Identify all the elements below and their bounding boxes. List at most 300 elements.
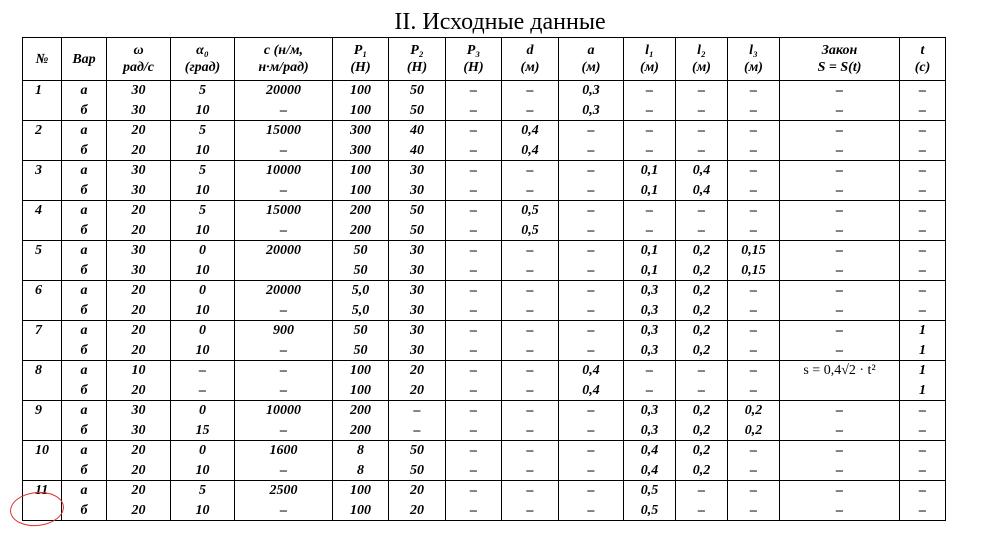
table-cell: – bbox=[676, 381, 728, 401]
table-cell: 5 bbox=[171, 81, 235, 101]
column-header bbox=[62, 38, 107, 81]
table-cell: – bbox=[502, 481, 559, 501]
table-cell: – bbox=[446, 341, 502, 361]
table-cell: 50 bbox=[389, 201, 446, 221]
table-cell: – bbox=[235, 361, 333, 381]
table-cell: 30 bbox=[107, 261, 171, 281]
column-header bbox=[235, 38, 333, 81]
table-cell: 1 bbox=[900, 381, 946, 401]
column-header-label: d bbox=[526, 43, 534, 58]
variant-cell: б bbox=[62, 221, 107, 241]
table-cell: – bbox=[676, 501, 728, 521]
table-cell: 0,2 bbox=[728, 421, 780, 441]
variant-cell: б bbox=[62, 101, 107, 121]
table-cell: – bbox=[446, 301, 502, 321]
table-cell: – bbox=[502, 381, 559, 401]
table-cell: – bbox=[780, 221, 900, 241]
table-cell: – bbox=[502, 501, 559, 521]
row-number-cell bbox=[23, 341, 62, 361]
row-number-cell bbox=[23, 421, 62, 441]
table-cell: – bbox=[446, 281, 502, 301]
table-cell: 0 bbox=[171, 321, 235, 341]
table-cell: 5,0 bbox=[333, 301, 389, 321]
table-cell: 1600 bbox=[235, 441, 333, 461]
table-cell: 0,3 bbox=[624, 341, 676, 361]
column-header-label: ω bbox=[133, 43, 144, 58]
table-cell: – bbox=[446, 361, 502, 381]
table-cell: – bbox=[728, 281, 780, 301]
table-cell: 40 bbox=[389, 141, 446, 161]
table-row bbox=[23, 161, 946, 181]
row-number-cell bbox=[23, 141, 62, 161]
table-cell: – bbox=[235, 221, 333, 241]
table-cell: 0,4 bbox=[676, 181, 728, 201]
table-cell: 30 bbox=[389, 301, 446, 321]
table-cell: 10 bbox=[171, 461, 235, 481]
table-cell: 20 bbox=[107, 481, 171, 501]
table-cell: 50 bbox=[333, 261, 389, 281]
table-cell: – bbox=[780, 121, 900, 141]
table-row bbox=[23, 221, 946, 241]
table-cell: – bbox=[676, 101, 728, 121]
row-number-cell: 9 bbox=[23, 401, 62, 421]
table-cell: – bbox=[780, 181, 900, 201]
column-header-label: Вар bbox=[72, 51, 96, 67]
table-row bbox=[23, 301, 946, 321]
table-cell: – bbox=[780, 281, 900, 301]
table-cell: – bbox=[446, 121, 502, 141]
table-cell: 100 bbox=[333, 481, 389, 501]
table-cell: – bbox=[728, 201, 780, 221]
table-cell: 50 bbox=[389, 441, 446, 461]
table-cell: 10 bbox=[171, 221, 235, 241]
table-cell: – bbox=[728, 121, 780, 141]
column-header-label: a bbox=[587, 43, 595, 58]
table-cell: – bbox=[446, 201, 502, 221]
variant-cell: б bbox=[62, 381, 107, 401]
table-row bbox=[23, 421, 946, 441]
variant-cell: а bbox=[62, 281, 107, 301]
table-cell: 20 bbox=[107, 281, 171, 301]
table-cell: – bbox=[900, 501, 946, 521]
table-cell: – bbox=[900, 421, 946, 441]
table-cell: 0,2 bbox=[676, 241, 728, 261]
table-cell: – bbox=[900, 261, 946, 281]
table-cell: 8 bbox=[333, 441, 389, 461]
table-cell: 20 bbox=[107, 321, 171, 341]
table-cell: 0,3 bbox=[624, 421, 676, 441]
variant-cell: а bbox=[62, 81, 107, 101]
table-cell: 200 bbox=[333, 401, 389, 421]
row-number-cell: 5 bbox=[23, 241, 62, 261]
table-cell: – bbox=[235, 301, 333, 321]
variant-cell: а bbox=[62, 481, 107, 501]
column-header-unit: S = S(t) bbox=[817, 60, 862, 75]
table-cell: – bbox=[900, 281, 946, 301]
table-cell: 0,3 bbox=[624, 321, 676, 341]
table-cell: 100 bbox=[333, 81, 389, 101]
variant-cell: б bbox=[62, 461, 107, 481]
table-cell: – bbox=[235, 141, 333, 161]
table-cell: – bbox=[780, 441, 900, 461]
table-cell: – bbox=[728, 501, 780, 521]
table-cell: – bbox=[171, 361, 235, 381]
table-cell: – bbox=[624, 121, 676, 141]
variant-cell: б bbox=[62, 501, 107, 521]
table-cell: 0,5 bbox=[624, 501, 676, 521]
table-cell: 100 bbox=[333, 161, 389, 181]
table-cell: 5 bbox=[171, 121, 235, 141]
table-cell: – bbox=[502, 81, 559, 101]
table-cell: 0,4 bbox=[624, 461, 676, 481]
table-cell: 5 bbox=[171, 161, 235, 181]
table-row bbox=[23, 481, 946, 501]
table-cell: 20 bbox=[107, 461, 171, 481]
table-cell: – bbox=[900, 401, 946, 421]
table-row bbox=[23, 281, 946, 301]
table-cell: 40 bbox=[389, 121, 446, 141]
row-number-cell: 11 bbox=[23, 481, 62, 501]
row-number-cell: 4 bbox=[23, 201, 62, 221]
table-cell: 8 bbox=[333, 461, 389, 481]
table-cell: 50 bbox=[333, 241, 389, 261]
column-header-unit: (м) bbox=[581, 60, 601, 75]
table-row bbox=[23, 81, 946, 101]
table-cell: 50 bbox=[389, 221, 446, 241]
variant-cell: б bbox=[62, 141, 107, 161]
table-cell: 15000 bbox=[235, 121, 333, 141]
column-header-unit: (м) bbox=[640, 60, 659, 75]
table-cell: 0,3 bbox=[559, 101, 624, 121]
table-cell: – bbox=[559, 321, 624, 341]
table-cell: – bbox=[502, 321, 559, 341]
table-cell: – bbox=[502, 461, 559, 481]
table-cell: 30 bbox=[389, 161, 446, 181]
table-row bbox=[23, 201, 946, 221]
table-cell: – bbox=[780, 301, 900, 321]
table-cell: 50 bbox=[389, 81, 446, 101]
column-header bbox=[389, 38, 446, 81]
table-cell: 0,4 bbox=[624, 441, 676, 461]
table-cell: – bbox=[446, 461, 502, 481]
table-cell: 0,5 bbox=[624, 481, 676, 501]
column-header bbox=[446, 38, 502, 81]
column-header bbox=[107, 38, 171, 81]
table-cell: 5,0 bbox=[333, 281, 389, 301]
table-cell: 100 bbox=[333, 361, 389, 381]
row-number-cell bbox=[23, 301, 62, 321]
table-cell: 0,4 bbox=[502, 121, 559, 141]
table-cell: 10 bbox=[171, 501, 235, 521]
table-cell: 20 bbox=[107, 221, 171, 241]
table-cell: – bbox=[446, 381, 502, 401]
table-cell: – bbox=[780, 141, 900, 161]
table-cell: 15000 bbox=[235, 201, 333, 221]
column-header bbox=[171, 38, 235, 81]
table-cell: 0,2 bbox=[676, 281, 728, 301]
table-cell: – bbox=[676, 361, 728, 381]
table-cell: – bbox=[559, 221, 624, 241]
table-cell: 100 bbox=[333, 181, 389, 201]
table-cell: – bbox=[446, 141, 502, 161]
column-header-label: P₃ bbox=[466, 43, 481, 58]
table-cell: 0,1 bbox=[624, 241, 676, 261]
table-cell: 0,4 bbox=[559, 381, 624, 401]
table-cell: – bbox=[559, 201, 624, 221]
table-cell: – bbox=[559, 241, 624, 261]
table-cell: 20 bbox=[107, 341, 171, 361]
table-cell: – bbox=[728, 101, 780, 121]
table-cell: 0,4 bbox=[502, 141, 559, 161]
row-number-cell bbox=[23, 101, 62, 121]
table-cell: – bbox=[446, 401, 502, 421]
table-cell: – bbox=[559, 301, 624, 321]
row-number-cell bbox=[23, 181, 62, 201]
table-cell: – bbox=[728, 321, 780, 341]
table-cell: 30 bbox=[107, 421, 171, 441]
column-header-unit: (м) bbox=[692, 60, 711, 75]
table-cell: 10 bbox=[171, 261, 235, 281]
table-cell: – bbox=[624, 361, 676, 381]
variant-cell: б bbox=[62, 301, 107, 321]
table-cell: 30 bbox=[389, 281, 446, 301]
table-cell: 0,3 bbox=[559, 81, 624, 101]
row-number-cell: 7 bbox=[23, 321, 62, 341]
table-cell: – bbox=[676, 221, 728, 241]
table-row bbox=[23, 341, 946, 361]
table-cell: – bbox=[235, 341, 333, 361]
table-cell: – bbox=[559, 181, 624, 201]
table-cell: – bbox=[559, 121, 624, 141]
table-cell: – bbox=[780, 341, 900, 361]
row-number-cell: 1 bbox=[23, 81, 62, 101]
variant-cell: а bbox=[62, 241, 107, 261]
table-cell: 0 bbox=[171, 401, 235, 421]
table-row bbox=[23, 441, 946, 461]
column-header-unit: рад/с bbox=[122, 60, 155, 75]
table-cell: 300 bbox=[333, 121, 389, 141]
column-header bbox=[728, 38, 780, 81]
table-cell: – bbox=[676, 81, 728, 101]
table-cell: 20 bbox=[389, 381, 446, 401]
column-header-unit: (Н) bbox=[406, 60, 428, 75]
table-cell: 0,2 bbox=[676, 441, 728, 461]
table-cell: – bbox=[900, 121, 946, 141]
table-cell: 20 bbox=[389, 481, 446, 501]
table-cell: – bbox=[676, 201, 728, 221]
table-cell: – bbox=[728, 141, 780, 161]
column-header-label: l₃ bbox=[749, 43, 758, 58]
variant-cell: а bbox=[62, 401, 107, 421]
table-cell: – bbox=[446, 501, 502, 521]
table-cell: 1 bbox=[900, 321, 946, 341]
table-row bbox=[23, 121, 946, 141]
table-cell: s = 0,4√2 · t² bbox=[780, 361, 900, 381]
column-header bbox=[23, 38, 62, 81]
table-cell: – bbox=[900, 81, 946, 101]
table-cell: – bbox=[502, 301, 559, 321]
table-cell: 0,2 bbox=[676, 301, 728, 321]
table-cell: – bbox=[900, 441, 946, 461]
column-header bbox=[780, 38, 900, 81]
table-cell: – bbox=[502, 281, 559, 301]
variant-cell: б bbox=[62, 341, 107, 361]
column-header-label: l₁ bbox=[645, 43, 654, 58]
column-header-label: α₀ bbox=[196, 43, 209, 58]
table-cell: 50 bbox=[389, 461, 446, 481]
table-cell: – bbox=[559, 161, 624, 181]
table-cell: 0,2 bbox=[676, 261, 728, 281]
table-cell: – bbox=[900, 101, 946, 121]
page-title: II. Исходные данные bbox=[394, 9, 606, 35]
table-row bbox=[23, 261, 946, 281]
table-cell: – bbox=[780, 461, 900, 481]
table-cell: – bbox=[624, 81, 676, 101]
table-cell: – bbox=[502, 181, 559, 201]
table-cell: 10 bbox=[171, 301, 235, 321]
table-cell: – bbox=[624, 201, 676, 221]
column-header bbox=[333, 38, 389, 81]
table-cell: 30 bbox=[389, 341, 446, 361]
table-cell: – bbox=[235, 501, 333, 521]
table-cell: – bbox=[235, 181, 333, 201]
table-cell: – bbox=[780, 201, 900, 221]
table-cell: 0,2 bbox=[676, 421, 728, 441]
table-cell: 0,5 bbox=[502, 221, 559, 241]
table-cell: – bbox=[559, 461, 624, 481]
table-cell: – bbox=[559, 441, 624, 461]
column-header-unit: (град) bbox=[184, 60, 221, 75]
table-cell: – bbox=[900, 181, 946, 201]
table-cell: – bbox=[728, 481, 780, 501]
table-cell: 30 bbox=[107, 241, 171, 261]
column-header-label: l₂ bbox=[697, 43, 706, 58]
header-row bbox=[23, 38, 946, 81]
data-table bbox=[22, 37, 946, 521]
table-cell: – bbox=[780, 161, 900, 181]
table-cell: – bbox=[780, 261, 900, 281]
table-cell: – bbox=[446, 81, 502, 101]
table-cell: – bbox=[780, 421, 900, 441]
variant-cell: а bbox=[62, 161, 107, 181]
table-cell: 200 bbox=[333, 421, 389, 441]
row-number-cell: 6 bbox=[23, 281, 62, 301]
table-cell: 0,5 bbox=[502, 201, 559, 221]
table-cell: – bbox=[502, 261, 559, 281]
table-cell: 300 bbox=[333, 141, 389, 161]
table-row bbox=[23, 241, 946, 261]
table-cell: 0,4 bbox=[559, 361, 624, 381]
table-cell: 20000 bbox=[235, 281, 333, 301]
table-row bbox=[23, 401, 946, 421]
table-cell: 0 bbox=[171, 241, 235, 261]
variant-cell: а bbox=[62, 441, 107, 461]
table-cell: – bbox=[780, 401, 900, 421]
table-cell: 0,2 bbox=[676, 461, 728, 481]
table-cell: 20 bbox=[107, 201, 171, 221]
table-cell: 20 bbox=[107, 301, 171, 321]
table-cell: 20 bbox=[107, 141, 171, 161]
table-cell: – bbox=[446, 221, 502, 241]
table-cell: – bbox=[900, 201, 946, 221]
table-cell: – bbox=[676, 121, 728, 141]
table-cell: – bbox=[728, 441, 780, 461]
column-header-label: № bbox=[35, 51, 49, 67]
column-header-unit: н·м/рад) bbox=[258, 60, 309, 75]
table-cell: – bbox=[502, 161, 559, 181]
table-cell: – bbox=[728, 81, 780, 101]
table-cell: – bbox=[502, 341, 559, 361]
table-cell: – bbox=[728, 221, 780, 241]
table-cell: 20 bbox=[107, 441, 171, 461]
table-cell: – bbox=[235, 101, 333, 121]
table-cell: – bbox=[559, 281, 624, 301]
table-cell: 20 bbox=[107, 501, 171, 521]
table-cell: 30 bbox=[389, 321, 446, 341]
table-cell: – bbox=[780, 321, 900, 341]
table-cell: 0,4 bbox=[676, 161, 728, 181]
row-number-cell: 10 bbox=[23, 441, 62, 461]
table-cell: 0,1 bbox=[624, 181, 676, 201]
table-cell: – bbox=[235, 421, 333, 441]
table-row bbox=[23, 501, 946, 521]
table-cell: – bbox=[559, 481, 624, 501]
table-cell: 20 bbox=[107, 381, 171, 401]
column-header-unit: (м) bbox=[744, 60, 763, 75]
table-cell: 10000 bbox=[235, 161, 333, 181]
column-header-label: P₁ bbox=[353, 43, 368, 58]
table-cell: 0,1 bbox=[624, 161, 676, 181]
table-cell: 10 bbox=[171, 341, 235, 361]
table-row bbox=[23, 361, 946, 381]
column-header bbox=[900, 38, 946, 81]
table-cell: – bbox=[900, 301, 946, 321]
table-cell: 0,15 bbox=[728, 241, 780, 261]
table-cell: – bbox=[624, 221, 676, 241]
table-cell: – bbox=[446, 321, 502, 341]
variant-cell: а bbox=[62, 121, 107, 141]
variant-cell: а bbox=[62, 201, 107, 221]
table-row bbox=[23, 101, 946, 121]
table-cell: – bbox=[780, 81, 900, 101]
table-cell: 30 bbox=[107, 401, 171, 421]
table-cell: – bbox=[900, 241, 946, 261]
table-cell: – bbox=[728, 301, 780, 321]
table-cell: – bbox=[728, 341, 780, 361]
table-cell: – bbox=[235, 381, 333, 401]
table-cell: 0,3 bbox=[624, 401, 676, 421]
table-row bbox=[23, 321, 946, 341]
table-cell: – bbox=[446, 101, 502, 121]
table-cell: – bbox=[171, 381, 235, 401]
table-cell: – bbox=[446, 181, 502, 201]
row-number-cell: 2 bbox=[23, 121, 62, 141]
variant-cell: б bbox=[62, 261, 107, 281]
table-cell: – bbox=[559, 141, 624, 161]
table-cell: 20000 bbox=[235, 81, 333, 101]
table-cell: – bbox=[780, 241, 900, 261]
table-cell: 1 bbox=[900, 341, 946, 361]
table-cell: 2500 bbox=[235, 481, 333, 501]
column-header-unit: (Н) bbox=[463, 60, 484, 75]
table-cell: 200 bbox=[333, 201, 389, 221]
row-number-cell: 3 bbox=[23, 161, 62, 181]
table-cell: 50 bbox=[389, 101, 446, 121]
table-cell: – bbox=[502, 101, 559, 121]
table-cell: – bbox=[502, 421, 559, 441]
column-header bbox=[502, 38, 559, 81]
table-cell bbox=[235, 261, 333, 281]
